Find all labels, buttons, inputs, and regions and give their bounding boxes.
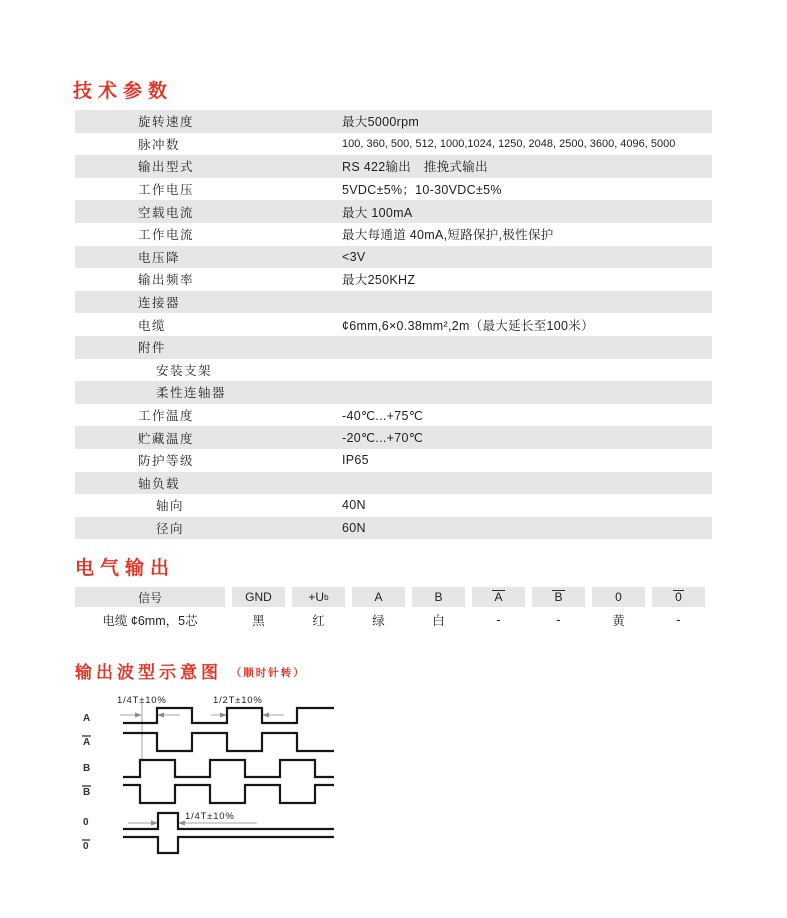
param-value: 100, 360, 500, 512, 1000,1024, 1250, 2048, 2500, 3600, 4096, 5000 xyxy=(342,137,676,150)
table-row xyxy=(75,155,712,178)
param-value: <3V xyxy=(342,249,366,264)
signal-header-cell xyxy=(472,587,525,607)
table-row xyxy=(75,200,712,223)
signal-value-cell: - xyxy=(496,613,501,627)
header-label-subscript: b xyxy=(324,592,329,602)
signal-header-cell xyxy=(232,587,285,607)
table-row xyxy=(75,223,712,246)
param-value: 最大每通道 40mA,短路保护,极性保护 xyxy=(342,228,554,243)
table-row xyxy=(75,517,712,540)
trace-zero-bar xyxy=(123,837,334,853)
param-label: 安装支架 xyxy=(156,363,213,378)
signal-header-cell xyxy=(292,587,345,607)
param-label: 工作电压 xyxy=(138,183,195,198)
table-row xyxy=(75,133,712,156)
param-label: 工作温度 xyxy=(138,409,195,424)
param-value: -20℃...+70℃ xyxy=(342,431,424,446)
waveform-diagram xyxy=(70,690,400,875)
param-value: 最大250KHZ xyxy=(342,273,416,288)
trace-b-bar xyxy=(123,785,334,803)
electrical-output-title: 电气输出 xyxy=(75,558,176,579)
param-label: 旋转速度 xyxy=(138,115,195,130)
param-label: 径向 xyxy=(156,521,185,536)
table-row xyxy=(75,268,712,291)
trace-a xyxy=(123,708,334,723)
param-value: 60N xyxy=(342,520,366,535)
trace-b xyxy=(123,760,334,777)
table-row xyxy=(75,110,712,133)
param-label: 脉冲数 xyxy=(138,137,181,152)
signal-label-b: B xyxy=(83,763,91,774)
signal-value-row xyxy=(75,607,712,631)
signal-value-cell: - xyxy=(676,613,681,627)
signal-header-cell xyxy=(352,587,405,607)
param-label: 工作电流 xyxy=(138,228,195,243)
signal-label-a-bar: A xyxy=(83,737,91,748)
signal-value-cell: - xyxy=(556,613,561,627)
signal-value-cell: 电缆 ¢6mm，5芯 xyxy=(102,614,198,628)
table-row xyxy=(75,494,712,517)
param-label: 轴负载 xyxy=(138,476,181,491)
waveform-title xyxy=(75,658,306,683)
signal-value-cell: 红 xyxy=(312,614,325,628)
param-value: 最大 100mA xyxy=(342,205,413,220)
trace-a-bar xyxy=(123,733,334,751)
table-row xyxy=(75,426,712,449)
param-label: 电压降 xyxy=(138,250,181,265)
param-label: 电缆 xyxy=(138,318,167,333)
param-value: 最大5000rpm xyxy=(342,115,420,130)
signal-header-cell xyxy=(652,587,705,607)
header-label: GND xyxy=(245,590,272,604)
param-label: 防护等级 xyxy=(138,454,195,469)
tech-params-table xyxy=(75,110,712,539)
header-label: 信号 xyxy=(137,590,162,605)
param-label: 连接器 xyxy=(138,296,181,311)
header-label-overlined: 0 xyxy=(675,589,682,604)
table-row xyxy=(75,313,712,336)
header-label: 0 xyxy=(615,590,622,604)
param-label: 附件 xyxy=(138,341,167,356)
signal-header-row xyxy=(75,587,712,607)
param-label: 输出型式 xyxy=(138,160,195,175)
arrow-right-icon xyxy=(135,713,142,718)
table-row xyxy=(75,449,712,472)
waveform-subtitle: （顺时针转） xyxy=(230,667,306,679)
param-label: 轴向 xyxy=(156,499,185,514)
header-label-overlined: B xyxy=(554,589,563,604)
param-value: IP65 xyxy=(342,453,369,468)
table-row xyxy=(75,178,712,201)
param-label: 空载电流 xyxy=(138,205,195,220)
signal-label-b-bar: B xyxy=(83,787,91,798)
annotation-half-t: 1/2T±10% xyxy=(213,695,263,706)
table-row xyxy=(75,381,712,404)
param-value: 5VDC±5%；10-30VDC±5% xyxy=(342,183,502,198)
signal-value-cell: 黑 xyxy=(252,614,265,628)
signal-header-cell xyxy=(412,587,465,607)
signal-value-cell: 绿 xyxy=(372,614,385,628)
signal-header-cell xyxy=(532,587,585,607)
table-row xyxy=(75,336,712,359)
param-value: RS 422输出 推挽式输出 xyxy=(342,160,488,175)
tech-params-title: 技术参数 xyxy=(73,81,174,102)
param-label: 贮藏温度 xyxy=(138,431,195,446)
waveform-title-text: 输出波型示意图 xyxy=(75,663,222,682)
header-label: A xyxy=(374,590,383,604)
signal-header-cell xyxy=(75,587,225,607)
param-label: 柔性连轴器 xyxy=(156,386,227,401)
header-label: B xyxy=(434,590,443,604)
signal-label-0: 0 xyxy=(83,817,89,828)
signal-value-cell: 白 xyxy=(432,614,445,628)
table-row xyxy=(75,291,712,314)
param-value: 40N xyxy=(342,498,366,513)
table-row xyxy=(75,404,712,427)
table-row xyxy=(75,359,712,382)
param-value: -40℃...+75℃ xyxy=(342,408,424,423)
signal-header-cell xyxy=(592,587,645,607)
signal-table xyxy=(75,587,712,631)
header-label: +U xyxy=(308,590,325,604)
signal-value-cell: 黄 xyxy=(612,614,625,628)
signal-label-0-bar: 0 xyxy=(83,841,89,852)
table-row xyxy=(75,472,712,495)
table-row xyxy=(75,246,712,269)
param-label: 输出频率 xyxy=(138,273,195,288)
param-value: ¢6mm,6×0.38mm²,2m（最大延长至100米） xyxy=(342,318,594,333)
annotation-quarter-t: 1/4T±10% xyxy=(117,695,167,706)
annotation-quarter-t-zero: 1/4T±10% xyxy=(185,811,235,822)
signal-label-a: A xyxy=(83,713,91,724)
header-label-overlined: A xyxy=(494,589,503,604)
